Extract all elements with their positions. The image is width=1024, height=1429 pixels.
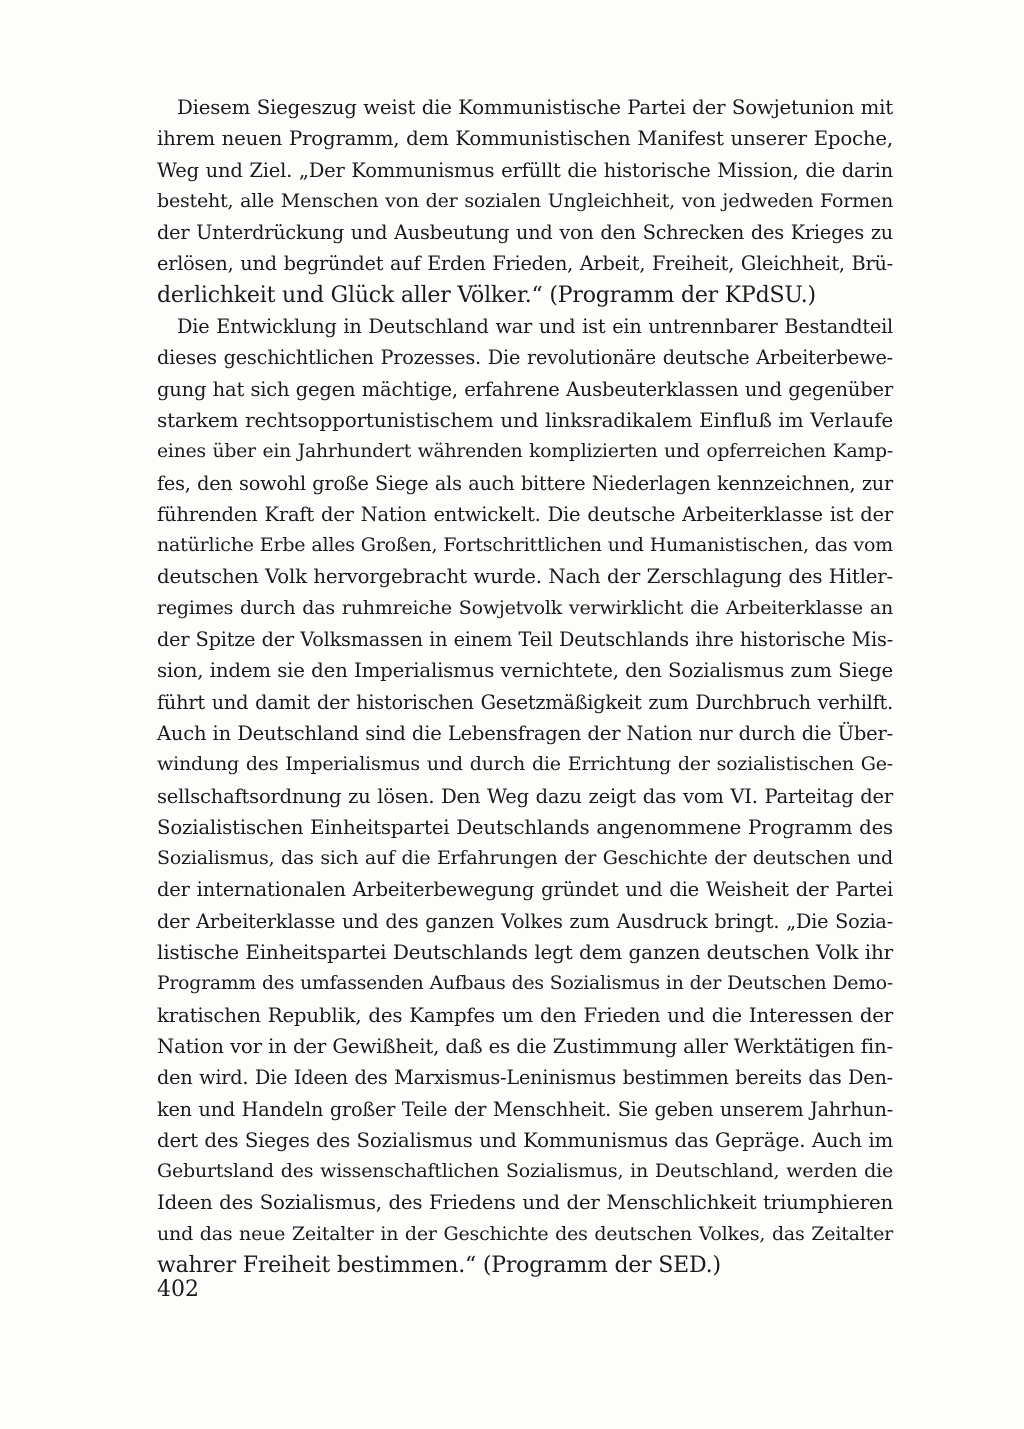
text-line: der Unterdrückung und Ausbeutung und von den Schrecken des Krieges zu: [157, 221, 893, 245]
text-line: Nation vor in der Gewißheit, daß es die Zustimmung aller Werktätigen fin-: [157, 1034, 893, 1058]
text-line: Sozialistischen Einheitspartei Deutschlands angenommene Programm des: [157, 815, 893, 839]
text-line: deutschen Volk hervorgebracht wurde. Nach der Zerschlagung des Hitler-: [157, 565, 893, 589]
text-line: führt und damit der historischen Gesetzmäßigkeit zum Durchbruch verhilft.: [157, 690, 893, 714]
text-line: Weg und Ziel. „Der Kommunismus erfüllt die historische Mission, die darin: [157, 158, 893, 182]
text-line: derlichkeit und Glück aller Völker.“ (Programm der KPdSU.): [157, 282, 816, 308]
text-line: listische Einheitspartei Deutschlands legt dem ganzen deutschen Volk ihr: [157, 940, 893, 965]
text-line: kratischen Republik, des Kampfes um den Frieden und die Interessen der: [157, 1003, 893, 1027]
text-line: der internationalen Arbeiterbewegung gründet und die Weisheit der Partei: [157, 878, 893, 902]
page-number: 402: [157, 1277, 199, 1302]
text-line: Programm des umfassenden Aufbaus des Sozialismus in der Deutschen Demo-: [157, 973, 893, 995]
text-line: ihrem neuen Programm, dem Kommunistischen Manifest unserer Epoche,: [157, 127, 893, 151]
text-line: und das neue Zeitalter in der Geschichte des deutschen Volkes, das Zeitalter: [157, 1222, 893, 1245]
text-line: den wird. Die Ideen des Marxismus-Leninismus bestimmen bereits das Den-: [157, 1066, 893, 1090]
text-line: besteht, alle Menschen von der sozialen Ungleichheit, von jedweden Formen: [157, 189, 893, 212]
text-column: [157, 92, 893, 1281]
text-line: fes, den sowohl große Siege als auch bittere Niederlagen kennzeichnen, zur: [157, 471, 893, 495]
text-line: windung des Imperialismus und durch die Errichtung der sozialistischen Ge-: [157, 753, 893, 776]
text-line: Ideen des Sozialismus, des Friedens und der Menschlichkeit triumphieren: [157, 1191, 893, 1215]
text-line: eines über ein Jahrhundert währenden komplizierten und opferreichen Kamp-: [157, 441, 893, 463]
text-line: der Arbeiterklasse und des ganzen Volkes zum Ausdruck bringt. „Die Sozia-: [157, 909, 893, 933]
text-line: Geburtsland des wissenschaftlichen Sozialismus, in Deutschland, werden die: [157, 1160, 893, 1183]
text-line: Diesem Siegeszug weist die Kommunistische Partei der Sowjetunion mit: [177, 96, 893, 119]
paragraph: [157, 311, 893, 1281]
text-line: der Spitze der Volksmassen in einem Teil Deutschlands ihre historische Mis-: [157, 628, 893, 652]
text-line: wahrer Freiheit bestimmen.“ (Programm der SED.): [157, 1252, 721, 1278]
text-line: dieses geschichtlichen Prozesses. Die revolutionäre deutsche Arbeiterbewe-: [157, 346, 893, 370]
text-line: dert des Sieges des Sozialismus und Kommunismus das Gepräge. Auch im: [157, 1128, 893, 1152]
text-line: führenden Kraft der Nation entwickelt. Die deutsche Arbeiterklasse ist der: [157, 502, 893, 526]
paragraph: [157, 92, 893, 311]
text-line: regimes durch das ruhmreiche Sowjetvolk verwirklicht die Arbeiterklasse an: [157, 596, 893, 619]
text-line: ken und Handeln großer Teile der Menschheit. Sie geben unserem Jahrhun-: [157, 1097, 893, 1121]
text-line: sellschaftsordnung zu lösen. Den Weg dazu zeigt das vom VI. Parteitag der: [157, 784, 893, 808]
text-line: sion, indem sie den Imperialismus vernichtete, den Sozialismus zum Siege: [157, 659, 893, 683]
text-line: gung hat sich gegen mächtige, erfahrene Ausbeuterklassen und gegenüber: [157, 377, 893, 401]
text-line: erlösen, und begründet auf Erden Frieden, Arbeit, Freiheit, Gleichheit, Brü-: [157, 252, 893, 276]
text-line: Sozialismus, das sich auf die Erfahrungen der Geschichte der deutschen und: [157, 847, 893, 870]
text-line: Die Entwicklung in Deutschland war und ist ein untrennbarer Bestandteil: [177, 315, 893, 339]
text-line: Auch in Deutschland sind die Lebensfragen der Nation nur durch die Über-: [157, 721, 893, 745]
text-line: starkem rechtsopportunistischem und linksradikalem Einfluß im Verlaufe: [157, 407, 893, 432]
text-line: natürliche Erbe alles Großen, Fortschrittlichen und Humanistischen, das vom: [157, 534, 893, 557]
